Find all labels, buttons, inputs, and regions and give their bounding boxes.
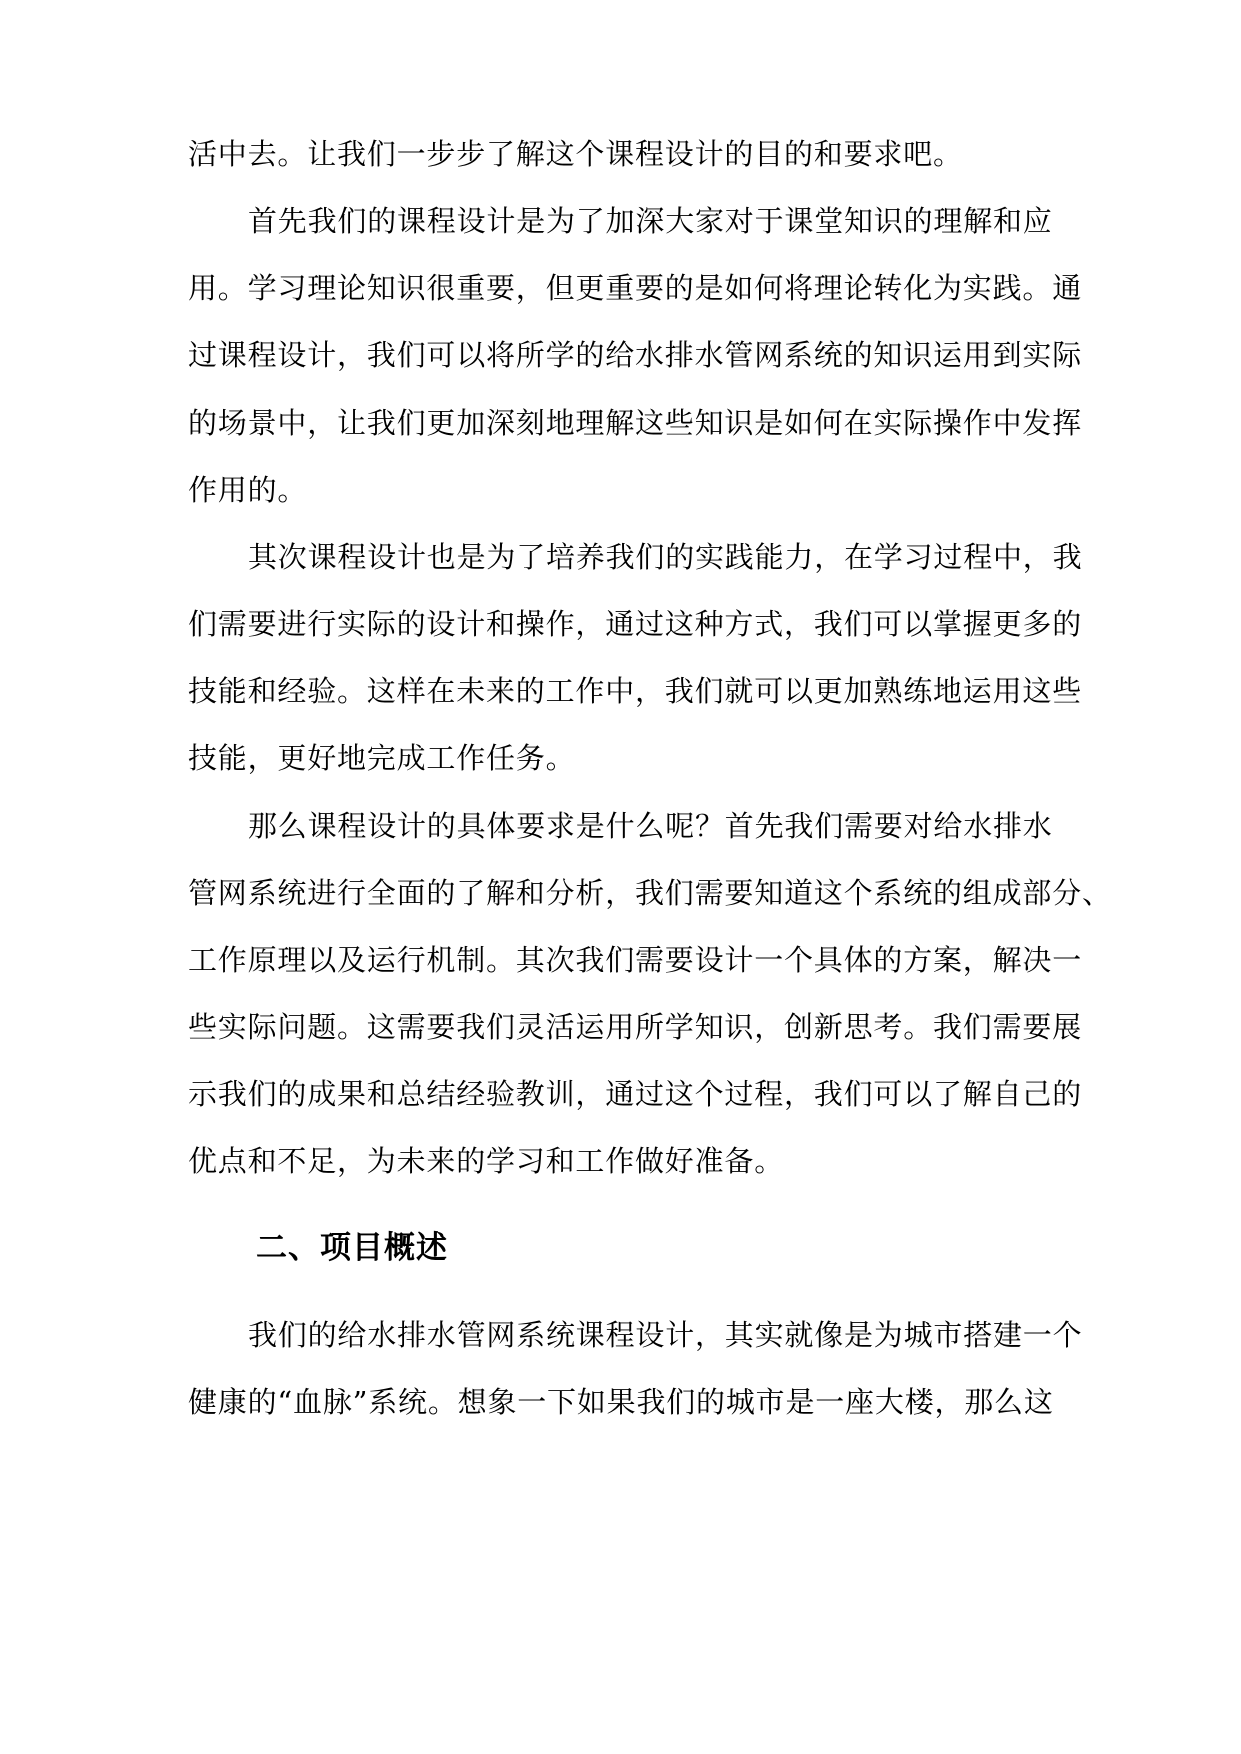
text-line: 技能，更好地完成工作任务。 [188, 741, 576, 775]
text-line: 那么课程设计的具体要求是什么呢？首先我们需要对给水排水 [248, 809, 1053, 843]
text-line: 其次课程设计也是为了培养我们的实践能力，在学习过程中，我 [248, 540, 1083, 574]
text-line: 优点和不足，为未来的学习和工作做好准备。 [188, 1144, 785, 1178]
section-heading: 二、项目概述 [256, 1230, 448, 1266]
text-line: 管网系统进行全面的了解和分析，我们需要知道这个系统的组成部分、 [188, 876, 1112, 910]
text-line: 些实际问题。这需要我们灵活运用所学知识，创新思考。我们需要展 [188, 1010, 1083, 1044]
text-line: 工作原理以及运行机制。其次我们需要设计一个具体的方案，解决一 [188, 943, 1083, 977]
text-line: 首先我们的课程设计是为了加深大家对于课堂知识的理解和应 [248, 204, 1053, 238]
text-line: 作用的。 [188, 473, 308, 507]
text-line: 技能和经验。这样在未来的工作中，我们就可以更加熟练地运用这些 [188, 674, 1083, 708]
text-line: 用。学习理论知识很重要，但更重要的是如何将理论转化为实践。通 [188, 271, 1083, 305]
text-line: 健康的“血脉”系统。想象一下如果我们的城市是一座大楼，那么这 [188, 1385, 1054, 1419]
text-line: 们需要进行实际的设计和操作，通过这种方式，我们可以掌握更多的 [188, 607, 1083, 641]
text-line: 我们的给水排水管网系统课程设计，其实就像是为城市搭建一个 [248, 1318, 1083, 1352]
text-line: 活中去。让我们一步步了解这个课程设计的目的和要求吧。 [188, 137, 963, 171]
text-line: 的场景中，让我们更加深刻地理解这些知识是如何在实际操作中发挥 [188, 406, 1083, 440]
text-line: 过课程设计，我们可以将所学的给水排水管网系统的知识运用到实际 [188, 338, 1083, 372]
text-line: 示我们的成果和总结经验教训，通过这个过程，我们可以了解自己的 [188, 1077, 1083, 1111]
